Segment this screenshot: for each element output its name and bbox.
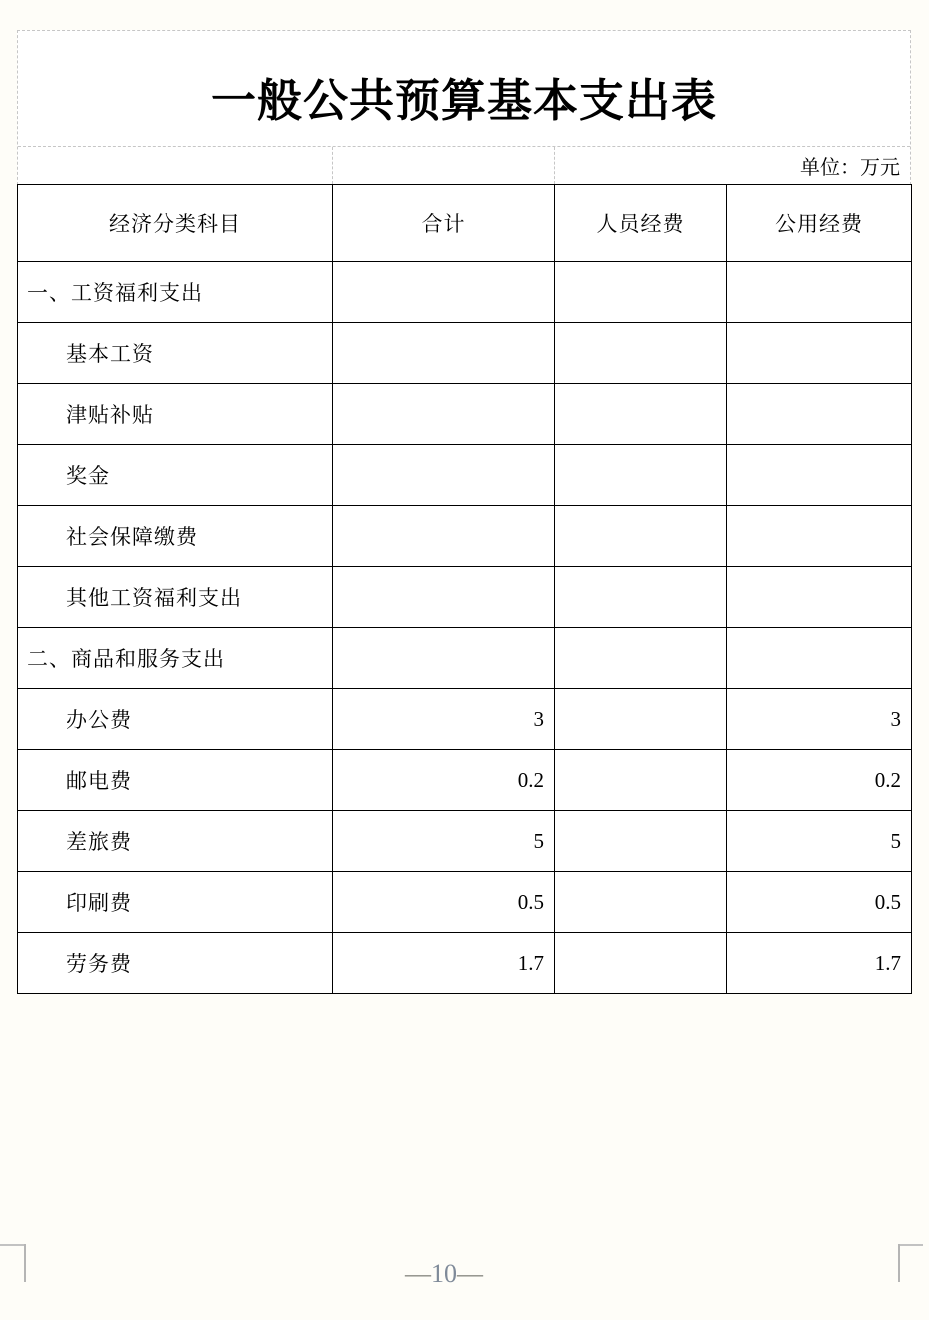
table-row <box>18 750 912 811</box>
table-row <box>18 689 912 750</box>
row-personnel <box>555 384 727 445</box>
row-public <box>727 445 912 506</box>
table-row <box>18 262 912 323</box>
row-total: 1.7 <box>333 933 555 994</box>
budget-table <box>17 184 912 994</box>
row-public <box>727 506 912 567</box>
page-number-dash-left: — <box>405 1259 431 1288</box>
row-label: 奖金 <box>18 445 333 506</box>
unit-row-spacer-2 <box>333 147 555 184</box>
table-row <box>18 567 912 628</box>
row-label: 印刷费 <box>18 872 333 933</box>
row-label: 社会保障缴费 <box>18 506 333 567</box>
row-public <box>727 628 912 689</box>
row-public: 3 <box>727 689 912 750</box>
row-public <box>727 262 912 323</box>
row-label: 一、工资福利支出 <box>18 262 333 323</box>
unit-row-spacer-1 <box>18 147 333 184</box>
row-public: 0.2 <box>727 750 912 811</box>
row-label: 邮电费 <box>18 750 333 811</box>
row-total <box>333 567 555 628</box>
table-row <box>18 506 912 567</box>
row-total: 5 <box>333 811 555 872</box>
unit-label: 单位：万元 <box>800 157 900 179</box>
page-number <box>405 1259 483 1289</box>
table-body <box>18 262 912 994</box>
row-label: 办公费 <box>18 689 333 750</box>
row-personnel <box>555 872 727 933</box>
table-header <box>18 185 912 262</box>
row-total: 0.2 <box>333 750 555 811</box>
row-label: 津贴补贴 <box>18 384 333 445</box>
col-header-total: 合计 <box>333 185 555 262</box>
title-cell <box>18 31 910 147</box>
table-row <box>18 628 912 689</box>
margin-mark-right-vertical <box>898 1244 900 1282</box>
table-row <box>18 872 912 933</box>
table-row <box>18 445 912 506</box>
table-row <box>18 933 912 994</box>
document-title: 一般公共预算基本支出表 <box>210 76 717 126</box>
row-personnel <box>555 689 727 750</box>
page-number-value: 10 <box>431 1259 457 1288</box>
row-personnel <box>555 445 727 506</box>
row-label: 二、商品和服务支出 <box>18 628 333 689</box>
margin-mark-right-horizontal <box>898 1244 923 1246</box>
row-total <box>333 628 555 689</box>
row-public <box>727 567 912 628</box>
row-total <box>333 384 555 445</box>
table-row <box>18 323 912 384</box>
row-total: 0.5 <box>333 872 555 933</box>
row-personnel <box>555 628 727 689</box>
row-personnel <box>555 750 727 811</box>
row-public <box>727 384 912 445</box>
row-public <box>727 323 912 384</box>
row-total <box>333 323 555 384</box>
row-public: 1.7 <box>727 933 912 994</box>
col-header-personnel: 人员经费 <box>555 185 727 262</box>
row-personnel <box>555 567 727 628</box>
col-header-public: 公用经费 <box>727 185 912 262</box>
table-row <box>18 384 912 445</box>
margin-mark-left-vertical <box>24 1244 26 1282</box>
row-public: 0.5 <box>727 872 912 933</box>
margin-mark-left-horizontal <box>0 1244 25 1246</box>
row-personnel <box>555 323 727 384</box>
table-row <box>18 811 912 872</box>
page-number-dash-right: — <box>457 1259 483 1288</box>
col-header-category: 经济分类科目 <box>18 185 333 262</box>
row-total <box>333 445 555 506</box>
row-label: 劳务费 <box>18 933 333 994</box>
row-label: 其他工资福利支出 <box>18 567 333 628</box>
title-box <box>17 30 911 185</box>
row-total: 3 <box>333 689 555 750</box>
row-total <box>333 262 555 323</box>
unit-row <box>18 147 910 184</box>
row-label: 差旅费 <box>18 811 333 872</box>
header-row <box>18 185 912 262</box>
row-public: 5 <box>727 811 912 872</box>
row-label: 基本工资 <box>18 323 333 384</box>
row-personnel <box>555 506 727 567</box>
row-personnel <box>555 811 727 872</box>
row-personnel <box>555 933 727 994</box>
row-personnel <box>555 262 727 323</box>
row-total <box>333 506 555 567</box>
